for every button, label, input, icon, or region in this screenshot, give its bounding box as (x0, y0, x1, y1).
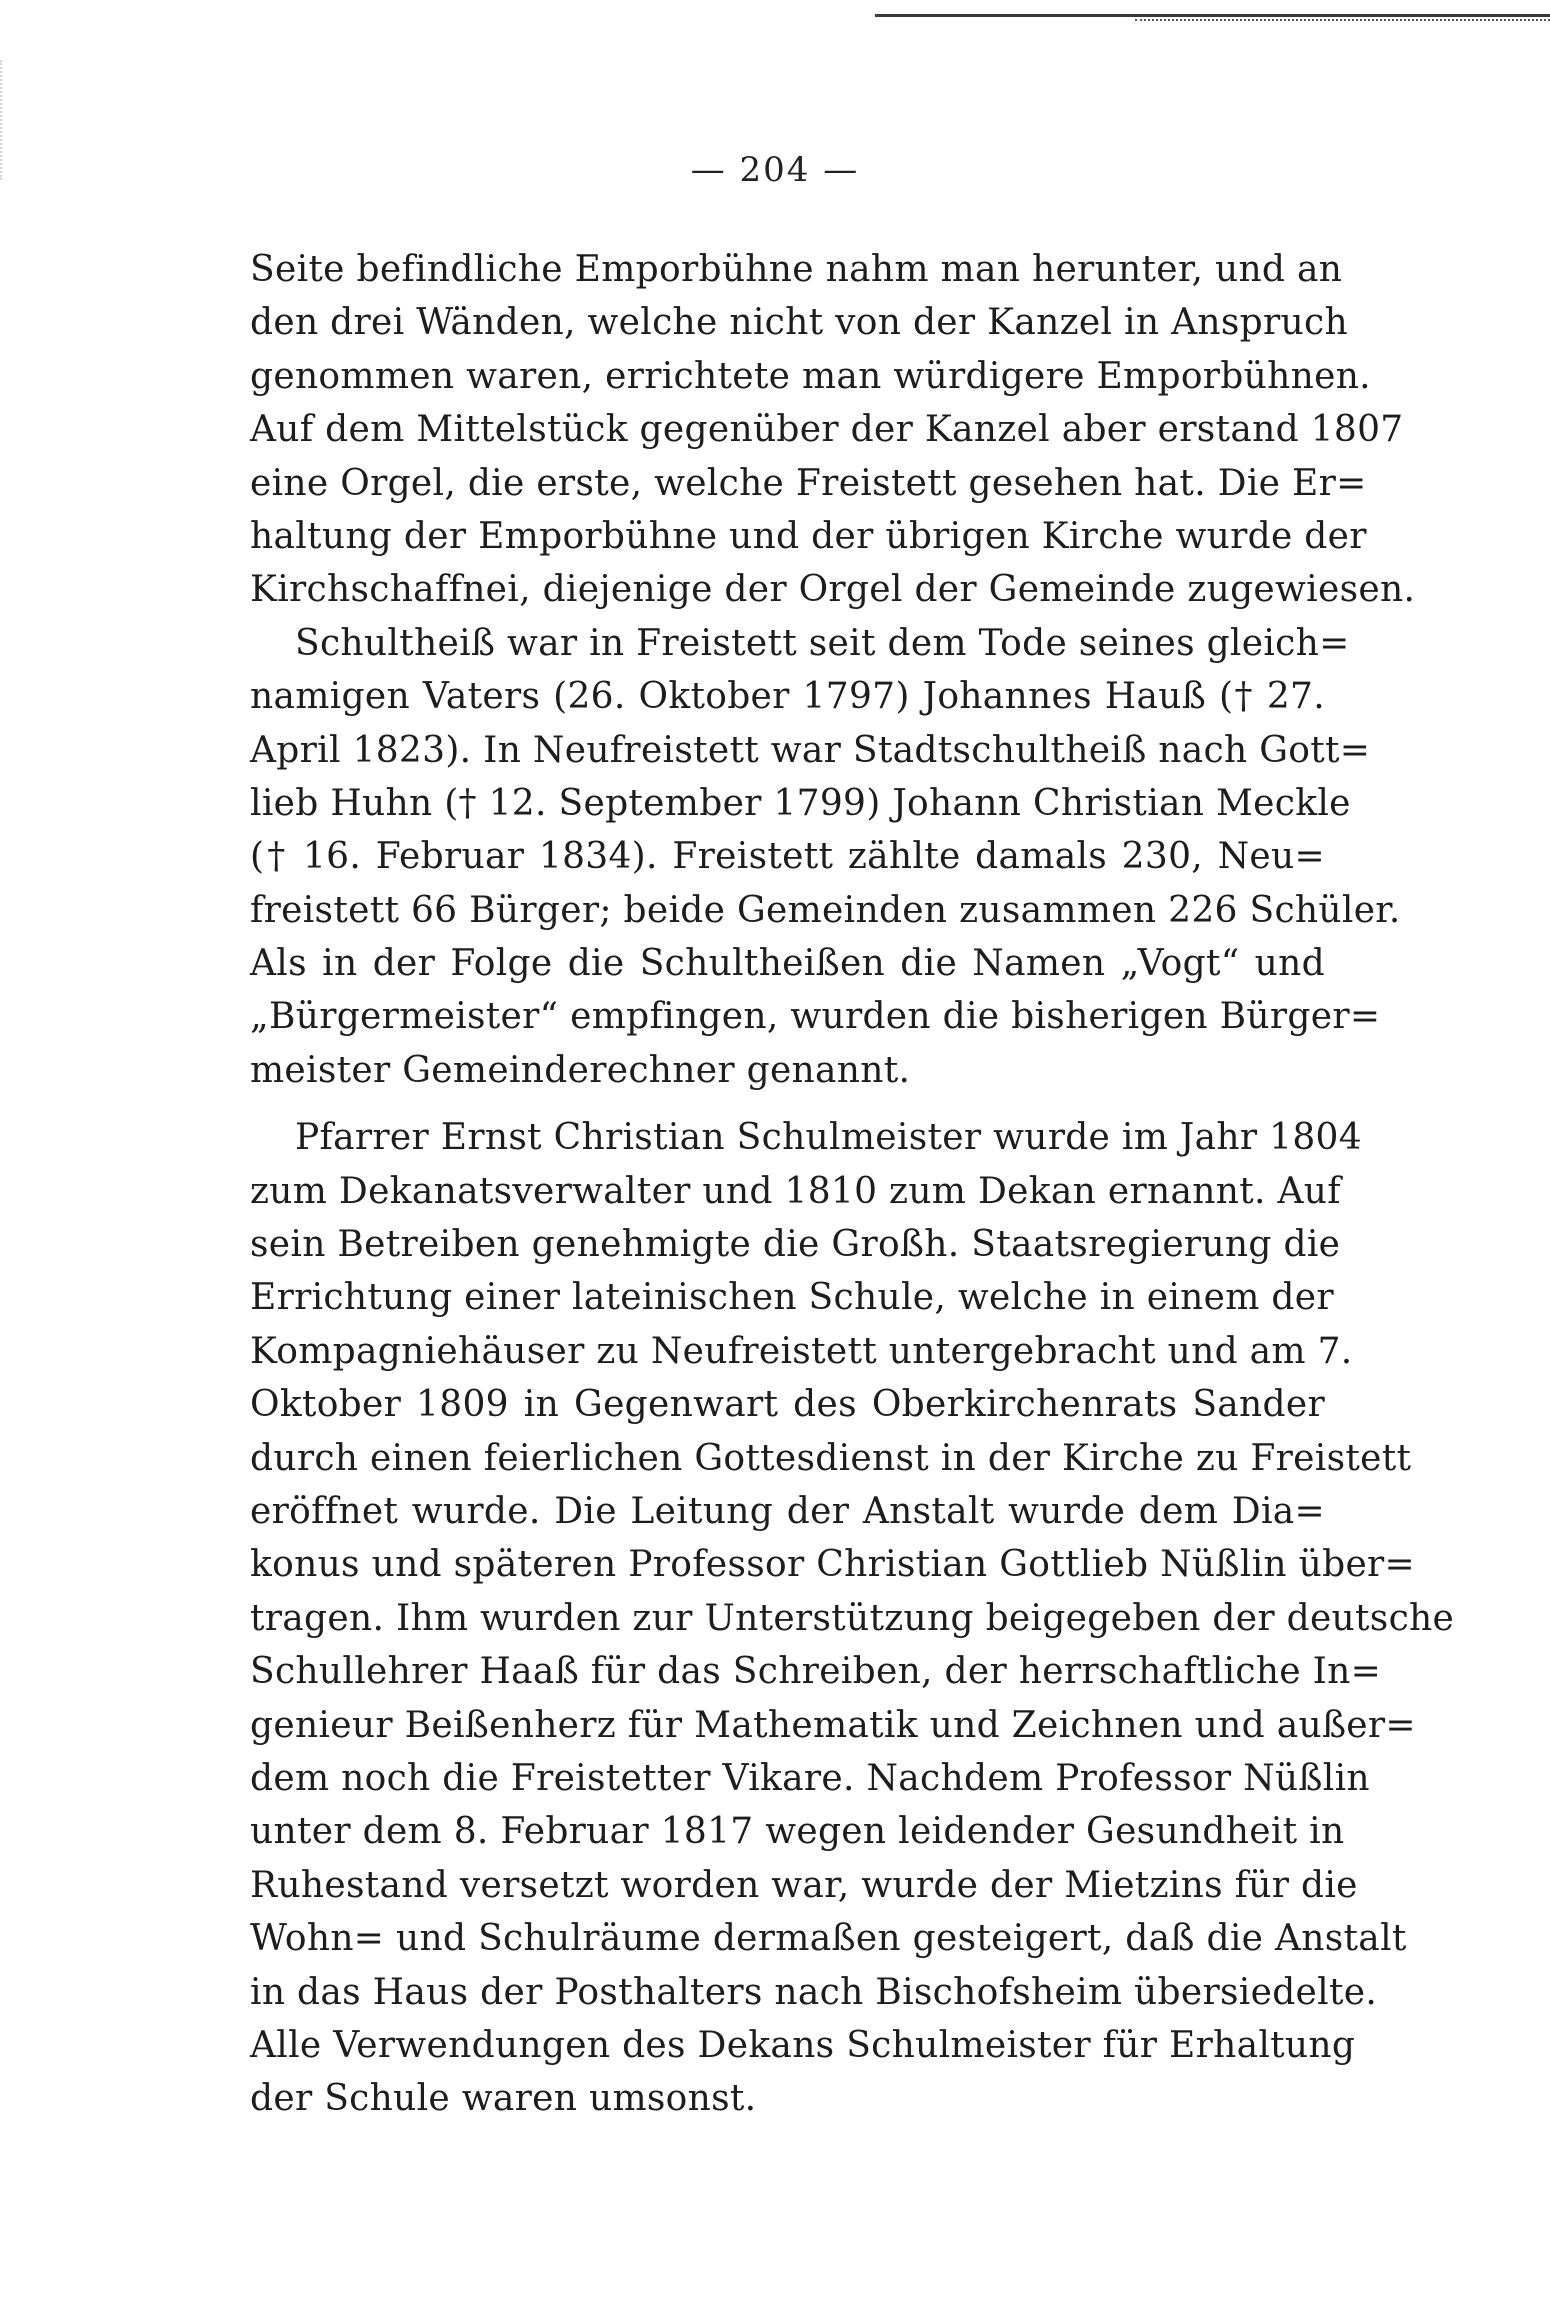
body-text (250, 243, 1455, 2126)
text-line: konus und späteren Professor Christian Gottlieb Nüßlin über= (250, 1544, 1416, 1586)
text-line: Ruhestand versetzt worden war, wurde der Mietzins für die (250, 1864, 1358, 1906)
text-line: der Schule waren umsonst. (250, 2078, 757, 2120)
text-line: Alle Verwendungen des Dekans Schulmeister für Erhaltung (250, 2024, 1356, 2066)
text-line: eine Orgel, die erste, welche Freistett gesehen hat. Die Er= (250, 462, 1367, 504)
text-line: eröffnet wurde. Die Leitung der Anstalt wurde dem Dia= (250, 1490, 1325, 1532)
text-line: in das Haus der Posthalters nach Bischofsheim übersiedelte. (250, 1971, 1378, 2013)
text-line: Seite befindliche Emporbühne nahm man herunter, und an (250, 249, 1343, 290)
text-line: freistett 66 Bürger; beide Gemeinden zusammen 226 Schüler. (250, 889, 1401, 931)
text-line: namigen Vaters (26. Oktober 1797) Johannes Hauß († 27. (250, 676, 1325, 718)
text-line: April 1823). In Neufreistett war Stadtschultheiß nach Gott= (250, 729, 1371, 771)
text-line: dem noch die Freistetter Vikare. Nachdem Professor Nüßlin (250, 1757, 1370, 1799)
page-number: — 204 — (690, 150, 860, 190)
text-line: Kompagniehäuser zu Neufreistett untergebracht und am 7. (250, 1330, 1353, 1372)
text-line: († 16. Februar 1834). Freistett zählte damals 230, Neu= (250, 836, 1325, 878)
text-line: den drei Wänden, welche nicht von der Kanzel in Anspruch (250, 302, 1348, 344)
text-line: Auf dem Mittelstück gegenüber der Kanzel aber erstand 1807 (250, 409, 1404, 451)
text-line: genommen waren, errichtete man würdigere Emporbühnen. (250, 355, 1371, 397)
text-line: Errichtung einer lateinischen Schule, welche in einem der (250, 1277, 1334, 1319)
text-line: sein Betreiben genehmigte die Großh. Staatsregierung die (250, 1224, 1341, 1266)
top-rule (875, 14, 1550, 17)
text-line: lieb Huhn († 12. September 1799) Johann Christian Meckle (250, 782, 1351, 824)
text-line: Schullehrer Haaß für das Schreiben, der herrschaftliche In= (250, 1651, 1382, 1693)
text-line: tragen. Ihm wurden zur Unterstützung beigegeben der deutsche (250, 1597, 1455, 1639)
text-line: unter dem 8. Februar 1817 wegen leidender Gesundheit in (250, 1811, 1345, 1853)
text-line: Wohn= und Schulräume dermaßen gesteigert, daß die Anstalt (250, 1918, 1407, 1960)
text-line: „Bürgermeister“ empfingen, wurden die bisherigen Bürger= (250, 996, 1381, 1038)
text-line: genieur Beißenherz für Mathematik und Zeichnen und außer= (250, 1704, 1416, 1746)
text-line: Pfarrer Ernst Christian Schulmeister wurde im Jahr 1804 (295, 1117, 1362, 1159)
text-line: zum Dekanatsverwalter und 1810 zum Dekan ernannt. Auf (250, 1170, 1341, 1212)
text-line: Als in der Folge die Schultheißen die Namen „Vogt“ und (250, 943, 1325, 985)
text-line: Schultheiß war in Freistett seit dem Tode seines gleich= (295, 622, 1350, 664)
text-line: haltung der Emporbühne und der übrigen Kirche wurde der (250, 515, 1367, 557)
text-line: Kirchschaffnei, diejenige der Orgel der Gemeinde zugewiesen. (250, 569, 1416, 611)
text-line: meister Gemeinderechner genannt. (250, 1049, 911, 1091)
text-line: durch einen feierlichen Gottesdienst in der Kirche zu Freistett (250, 1437, 1412, 1479)
text-line: Oktober 1809 in Gegenwart des Oberkirchenrats Sander (250, 1384, 1325, 1426)
